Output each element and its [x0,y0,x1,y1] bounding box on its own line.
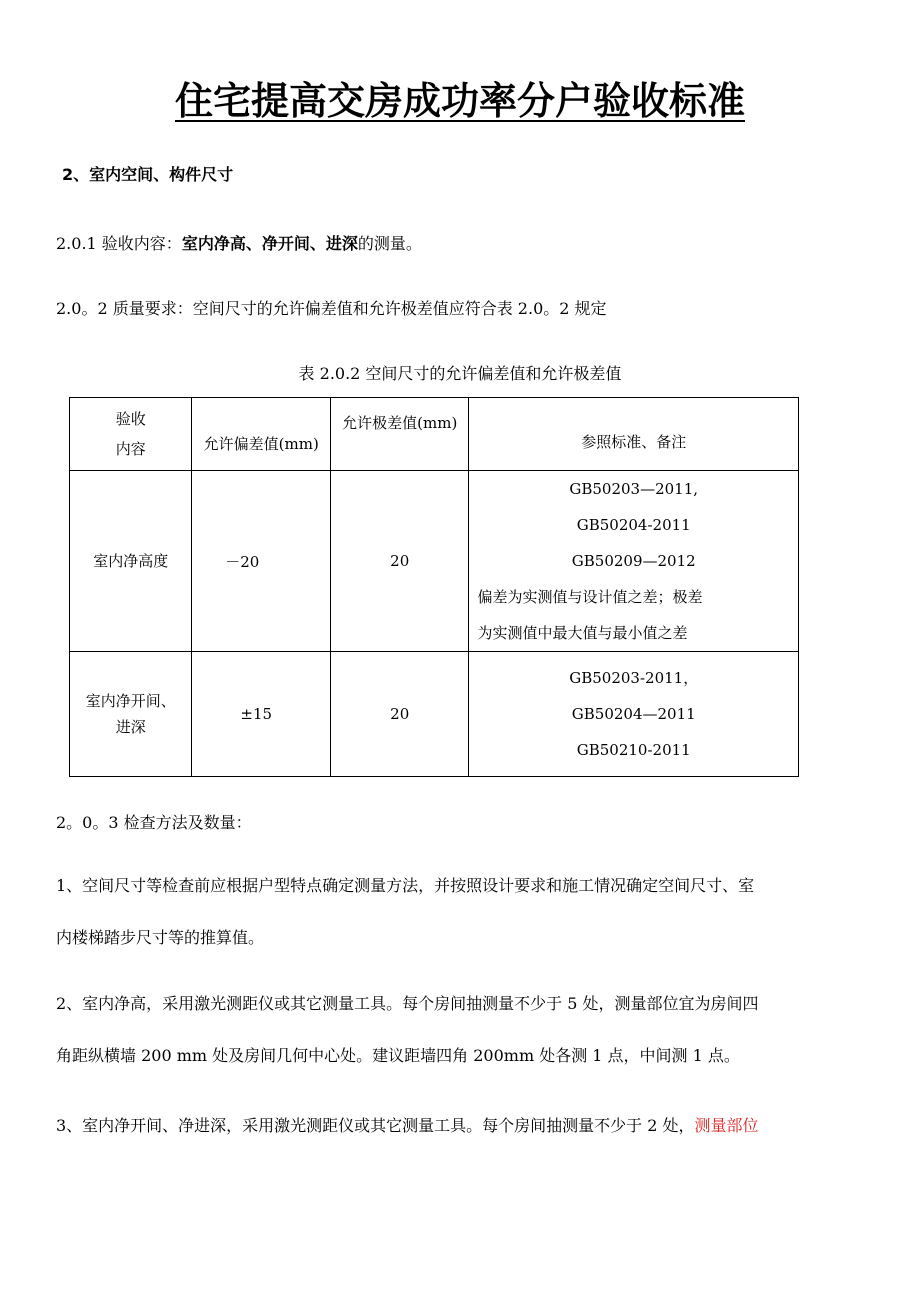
row-deviation: －20 [192,471,331,652]
table-row [70,652,799,777]
ref-line: GB50203-2011， [569,669,699,687]
header-range: 允许极差值(mm) [331,398,469,471]
item-2-0-1 [56,231,422,254]
item-2-0-2: 2.0。2 质量要求：空间尺寸的允许偏差值和允许极差值应符合表 2.0。2 规定 [56,299,607,318]
paragraph-3-text: 3、室内净开间、净进深，采用激光测距仪或其它测量工具。每个房间抽测量不少于 2 处， [56,1116,695,1135]
section-heading: 2、室内空间、构件尺寸 [62,165,234,184]
header-content-line1: 验收 [115,410,146,428]
row-item [70,652,192,777]
paragraph-3 [56,1100,759,1152]
header-deviation: 允许偏差值(mm) [192,398,331,471]
header-reference: 参照标准、备注 [469,398,799,471]
item-2-0-1-prefix: 2.0.1 验收内容： [56,234,182,253]
table-caption: 表 2.0.2 空间尺寸的允许偏差值和允许极差值 [298,364,622,383]
item-2-0-1-bold: 室内净高、净开间、进深 [181,234,358,253]
paragraph-1-line2: 内楼梯踏步尺寸等的推算值。 [56,928,265,947]
header-content [70,398,192,471]
paragraph-2-line1: 2、室内净高，采用激光测距仪或其它测量工具。每个房间抽测量不少于 5 处，测量部位宜为房间四 [56,994,759,1013]
note-line: 偏差为实测值与设计值之差；极差 [477,588,703,606]
ref-line: GB50209—2012 [571,552,696,570]
item-2-0-1-suffix: 的测量。 [357,234,422,253]
note-line: 为实测值中最大值与最小值之差 [477,624,688,642]
ref-line: GB50204—2011 [571,705,696,723]
ref-line: GB50204-2011 [576,516,691,534]
row-deviation: ±15 [192,652,331,777]
table-row [70,471,799,652]
row-range: 20 [331,471,469,652]
ref-line: GB50210-2011 [576,741,691,759]
row-item-line1: 室内净开间、 [85,692,176,710]
paragraph-2 [56,978,759,1082]
ref-line: GB50203—2011, [569,480,699,498]
paragraph-3-red-text: 测量部位 [694,1116,759,1135]
row-range: 20 [331,652,469,777]
table-header-row [70,398,799,471]
item-2-0-3: 2。0。3 检查方法及数量： [56,813,252,832]
paragraph-1 [56,860,754,964]
paragraph-1-line1: 1、空间尺寸等检查前应根据户型特点确定测量方法，并按照设计要求和施工情况确定空间尺寸、室 [56,876,755,895]
row-reference [469,652,799,777]
header-content-line2: 内容 [115,440,146,458]
row-item: 室内净高度 [70,471,192,652]
row-item-line2: 进深 [115,718,146,736]
paragraph-2-line2: 角距纵横墙 200 mm 处及房间几何中心处。建议距墙四角 200mm 处各测 1 点，中间测 1 点。 [56,1046,740,1065]
row-reference [469,471,799,652]
page-title: 住宅提高交房成功率分户验收标准 [174,79,745,123]
spec-table [69,397,799,777]
